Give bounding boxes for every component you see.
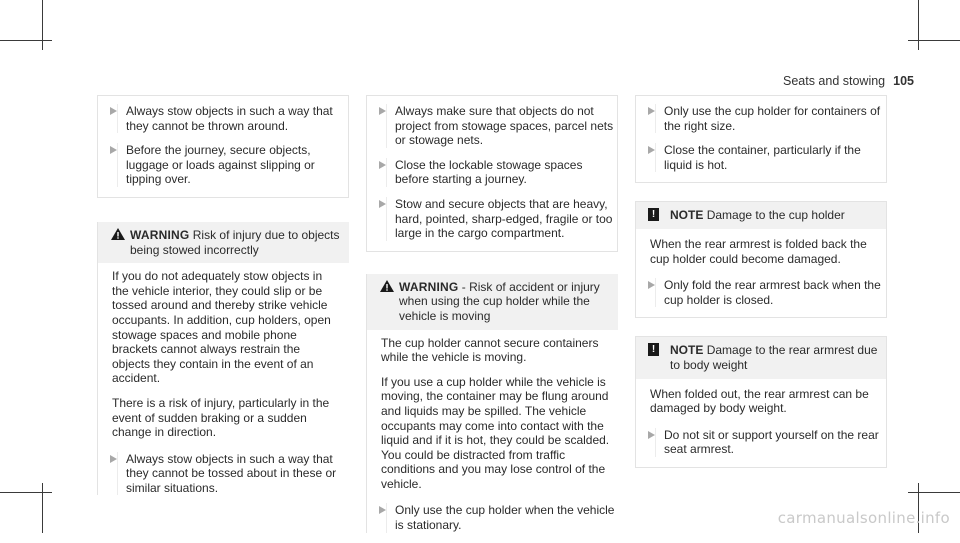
paragraph: The cup holder cannot secure containers while the vehicle is moving. (381, 335, 599, 365)
arrow-right-icon (379, 200, 386, 208)
note-block (635, 201, 887, 318)
bullet-item: Do not sit or support yourself on the rear seat armrest. (636, 428, 886, 457)
arrow-right-icon (648, 107, 655, 115)
note-header (636, 337, 886, 378)
warning-label: WARNING (130, 227, 190, 242)
page-header (783, 74, 914, 88)
crop-mark (0, 40, 52, 41)
bullet-item: Always make sure that objects do not project from stowage spaces, parcel nets or stowage nets. (367, 104, 617, 148)
paragraph: If you do not adequately stow objects in the vehicle interior, they could slip or be tossed around and thereby strike vehicle occupants. In addition, cup holders, open stowage spaces and mobile phone brackets cannot always restrain the objects they contain in the event of an accident. (112, 269, 331, 386)
arrow-right-icon (110, 146, 117, 154)
crop-mark (918, 0, 919, 50)
warning-header (98, 222, 349, 263)
arrow-right-icon (110, 107, 117, 115)
bullet-box (366, 95, 618, 252)
section-title: Seats and stowing (782, 74, 886, 88)
bullet-item: Close the container, particularly if the liquid is hot. (636, 143, 886, 172)
note-label: NOTE (670, 343, 704, 358)
paragraph: If you use a cup holder while the vehicle is moving, the container may be flung around and liquids may be spilled. The vehicle occupants may come into contact with the liquid and if it is hot, they could be scalded. You could be distracted from traffic conditions and you may lose control of the vehicle. (381, 374, 610, 491)
warning-block (97, 222, 349, 496)
bullet-box (635, 95, 887, 183)
note-title: Damage to the rear armrest due to body weight (670, 343, 878, 372)
note-label: NOTE (670, 208, 704, 223)
warning-block (366, 274, 618, 533)
bullet-item: Always stow objects in such a way that they cannot be thrown around. (98, 104, 348, 133)
warning-title: Risk of injury due to objects being stowed incorrectly (130, 227, 340, 257)
crop-mark (0, 492, 52, 493)
arrow-right-icon (648, 146, 655, 154)
warning-triangle-icon (380, 280, 394, 292)
column-3 (635, 95, 887, 486)
crop-mark (908, 492, 960, 493)
paragraph: When the rear armrest is folded back the cup holder could become damaged. (650, 236, 867, 266)
page-number: 105 (893, 74, 914, 88)
bullet-item: Only use the cup holder when the vehicle is stationary. (367, 503, 618, 532)
warning-label: WARNING (399, 279, 459, 294)
column-2 (366, 95, 618, 543)
bullet-item: Only use the cup holder for containers of the right size. (636, 104, 886, 133)
bullet-item: Always stow objects in such a way that they cannot be tossed about in these or similar situations. (98, 452, 349, 496)
bullet-item: Only fold the rear armrest back when the cup holder is closed. (636, 278, 886, 307)
note-title: Damage to the cup holder (706, 208, 845, 223)
warning-triangle-icon (111, 228, 125, 240)
arrow-right-icon (379, 107, 386, 115)
note-header (636, 202, 886, 229)
crop-mark (908, 40, 960, 41)
arrow-right-icon (648, 281, 655, 289)
bullet-item: Close the lockable stowage spaces before starting a journey. (367, 158, 617, 187)
arrow-right-icon (379, 161, 386, 169)
arrow-right-icon (648, 431, 655, 439)
exclamation-icon: ! (648, 208, 659, 221)
exclamation-icon: ! (648, 343, 659, 356)
arrow-right-icon (110, 455, 117, 463)
crop-mark (42, 0, 43, 50)
paragraph: There is a risk of injury, particularly in the event of sudden braking or a sudden change in direction. (112, 395, 330, 440)
warning-title: - Risk of accident or injury when using the cup holder while the vehicle is moving (399, 279, 600, 323)
warning-header (367, 274, 618, 330)
bullet-item: Stow and secure objects that are heavy, hard, pointed, sharp-edged, fragile or too large in the cargo compartment. (367, 197, 617, 241)
bullet-box (97, 95, 349, 198)
paragraph: When folded out, the rear armrest can be damaged by body weight. (650, 386, 869, 416)
crop-mark (42, 483, 43, 533)
watermark: carmanualsonline.info (777, 509, 950, 527)
column-1 (97, 95, 349, 505)
arrow-right-icon (379, 506, 386, 514)
note-block (635, 336, 887, 468)
bullet-item: Before the journey, secure objects, luggage or loads against slipping or tipping over. (98, 143, 348, 187)
